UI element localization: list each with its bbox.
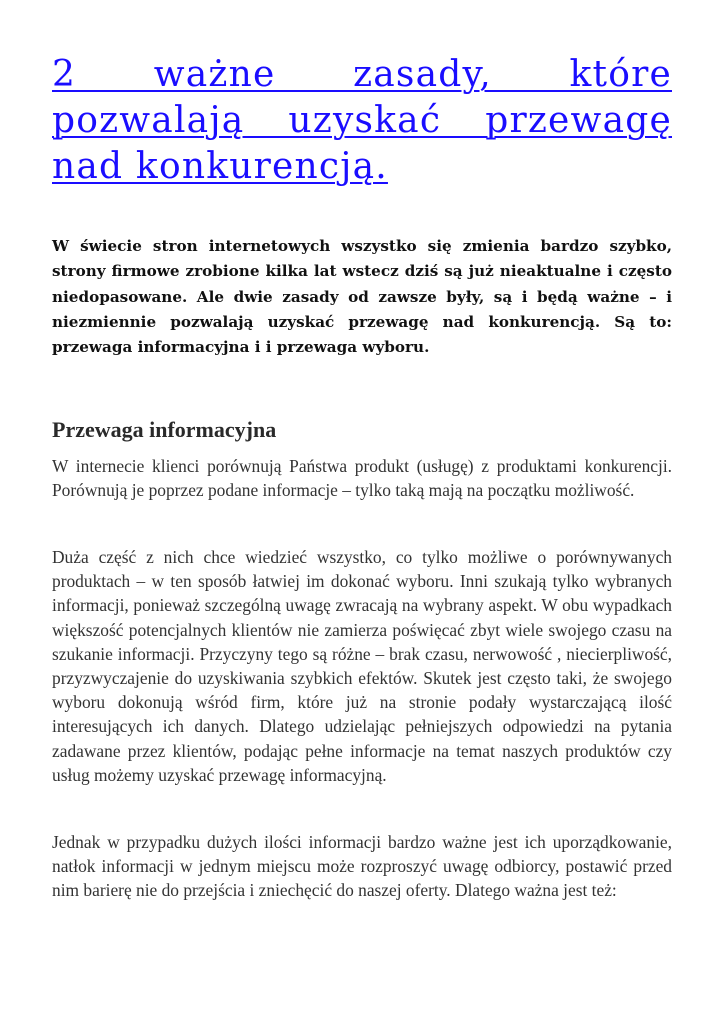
body-paragraph-1: W internecie klienci porównują Państwa produkt (usługę) z produktami konkurencji. Porównują je poprzez podane informacje – tylko taką mają na początku możliwość. (52, 456, 672, 501)
article (52, 52, 672, 901)
title-link[interactable]: 2 ważne zasady, które pozwalają uzyskać przewagę nad konkurencją. (52, 54, 672, 187)
body-paragraph-2: Duża część z nich chce wiedzieć wszystko, co tylko możliwe o porównywanych produktach – w ten sposób łatwiej im dokonać wyboru. Inni szukają tylko wybranych informacji, ponieważ szczególną uwagę zwracają na wybrany aspekt. W obu wypadkach większość potencjalnych klientów nie zamierza poświęcać zbyt wiele swojego czasu na szukanie informacji. Przyczyny tego są różne – brak czasu, nerwowość , niecierpliwość, przyzwyczajenie do uzyskiwania szybkich efektów. Skutek jest często taki, że swojego wyboru dokonują wśród firm, które już na stronie podały wystarczającą ilość interesujących ich danych. Dlatego udzielając pełniejszych odpowiedzi na pytania zadawane przez klientów, podając pełne informacje na temat naszych produktów czy usług możemy uzyskać przewagę informacyjną. (52, 547, 672, 785)
section-heading: Przewaga informacyjna (52, 417, 277, 442)
lead-paragraph: W świecie stron internetowych wszystko się zmienia bardzo szybko, strony firmowe zrobione kilka lat wstecz dziś są już nieaktualne i często niedopasowane. Ale dwie zasady od zawsze były, są i będą ważne – i niezmiennie pozwalają uzyskać przewagę nad konkurencją. Są to: przewaga informacyjna i i przewaga wyboru. (52, 237, 672, 357)
page-title (52, 52, 672, 190)
body-paragraph-3: Jednak w przypadku dużych ilości informacji bardzo ważne jest ich uporządkowanie, natłok informacji w jednym miejscu może rozproszyć uwagę odbiorcy, postawić przed nim barierę nie do przejścia i zniechęcić do naszej oferty. Dlatego ważna jest też: (52, 832, 672, 901)
